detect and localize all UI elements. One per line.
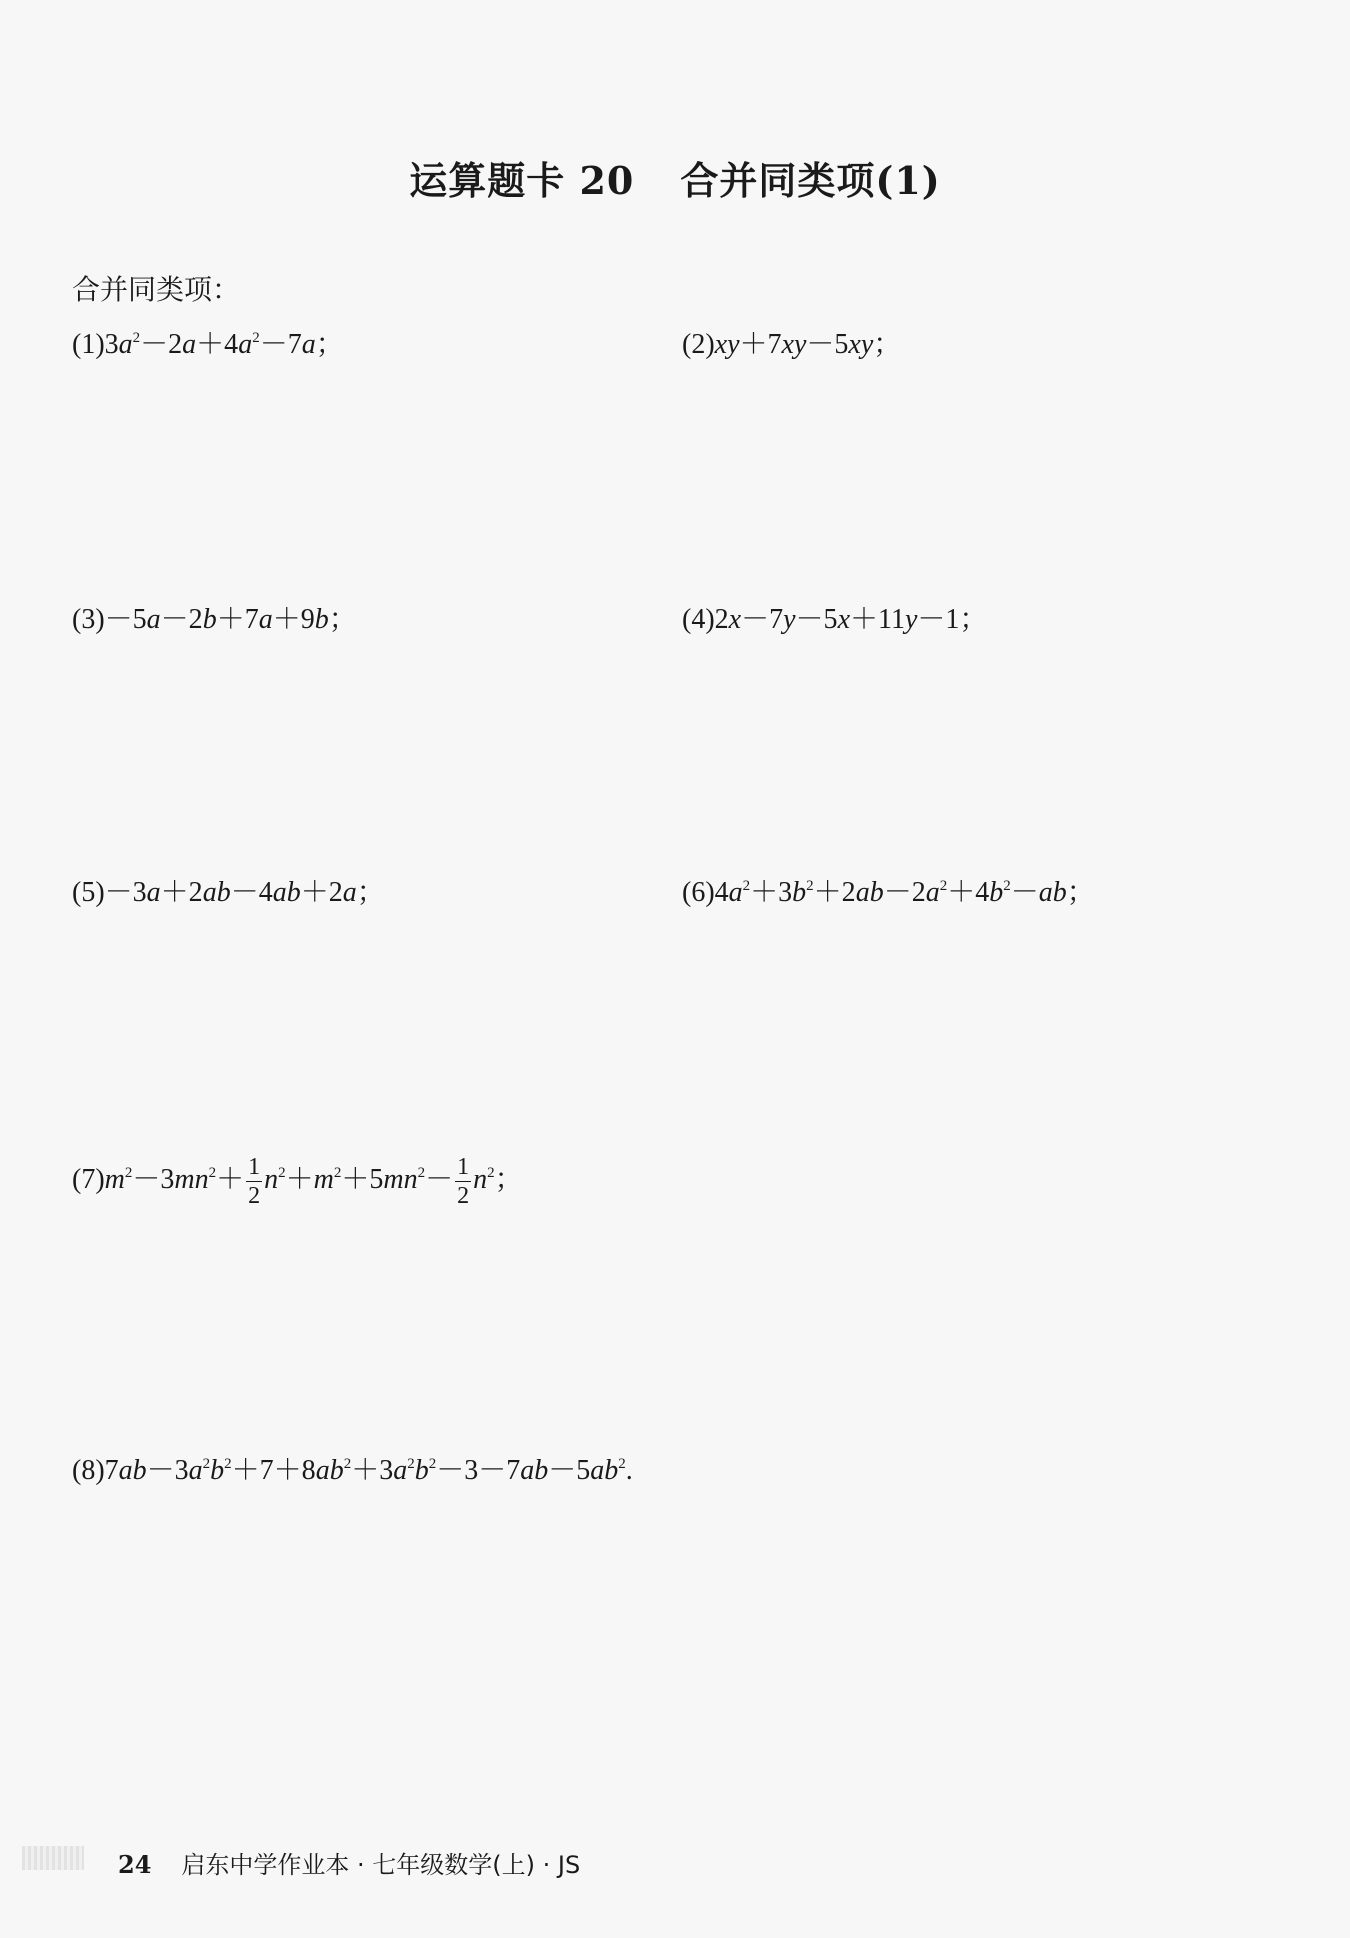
problem-4 bbox=[682, 597, 987, 637]
problem-2-number: (2) bbox=[682, 329, 715, 360]
problem-7 bbox=[72, 1155, 523, 1208]
problem-6-number: (6) bbox=[682, 877, 715, 908]
title-topic: 合并同类项(1) bbox=[680, 158, 941, 203]
problem-3-expression: －5a－2b＋7a＋9b； bbox=[104, 604, 357, 635]
problem-2-expression: xy＋7xy－5xy； bbox=[714, 329, 902, 360]
fraction-one-half bbox=[246, 1155, 262, 1208]
page-title bbox=[0, 150, 1350, 205]
problem-8 bbox=[72, 1448, 633, 1488]
problem-5-number: (5) bbox=[72, 877, 105, 908]
problem-3 bbox=[72, 597, 357, 637]
title-card-number: 运算题卡 20 bbox=[409, 158, 635, 203]
problem-1-number: (1) bbox=[72, 329, 105, 360]
scan-artifact bbox=[22, 1846, 84, 1870]
fraction-numerator: 1 bbox=[248, 1154, 261, 1180]
problem-6-expression: $4a^2+3b^2+2ab-2a^2+4b^2-ab$； bbox=[714, 877, 1095, 908]
fraction-denominator: 2 bbox=[457, 1183, 470, 1209]
problem-8-expression: $7ab-3a^2b^2+7+8ab^2+3a^2b^2-3-7ab-5ab^2$. bbox=[104, 1455, 633, 1486]
problem-4-number: (4) bbox=[682, 604, 715, 635]
problem-2 bbox=[682, 322, 901, 362]
problem-5 bbox=[72, 870, 385, 910]
fraction-one-half bbox=[455, 1155, 471, 1208]
problem-5-expression: －3a＋2ab－4ab＋2a； bbox=[104, 877, 385, 908]
problem-7-number: (7) bbox=[72, 1163, 105, 1195]
book-title: 启东中学作业本 · 七年级数学(上) · JS bbox=[181, 1851, 581, 1879]
problem-6 bbox=[682, 870, 1095, 910]
problem-1 bbox=[72, 322, 344, 362]
instruction-text: 合并同类项： bbox=[72, 273, 241, 306]
problem-3-number: (3) bbox=[72, 604, 105, 635]
problem-8-number: (8) bbox=[72, 1455, 105, 1486]
problem-7-expression: $m^2-3mn^2+$ $\frac{1}{2}$ $n^2+m^2+5mn^2-$ $\frac{1}{2}$ $n^2$； bbox=[104, 1154, 523, 1209]
page-footer bbox=[118, 1845, 580, 1880]
fraction-numerator: 1 bbox=[457, 1154, 470, 1180]
problem-1-expression: $3a^2-2a+4a^2-7a$； bbox=[104, 329, 344, 360]
problem-4-expression: 2x－7y－5x＋11y－1； bbox=[714, 604, 988, 635]
page-number: 24 bbox=[118, 1850, 152, 1879]
fraction-denominator: 2 bbox=[248, 1183, 261, 1209]
